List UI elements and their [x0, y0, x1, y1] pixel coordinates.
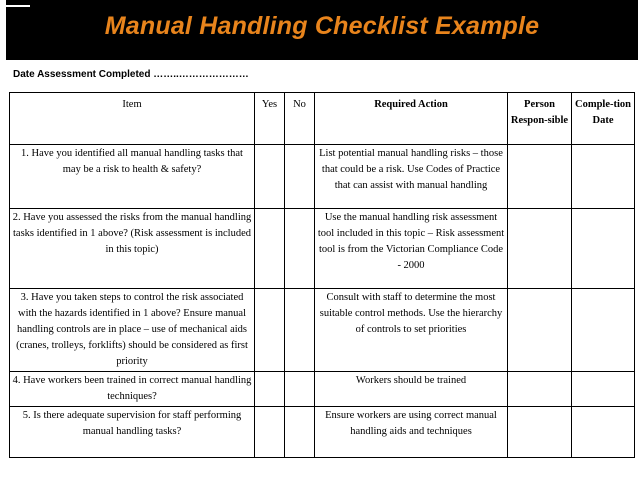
completion-cell[interactable]: [572, 289, 635, 372]
table-row: [10, 145, 635, 209]
table-row: [10, 289, 635, 372]
yes-cell[interactable]: [255, 407, 285, 458]
completion-cell[interactable]: [572, 407, 635, 458]
item-cell: 4. Have workers been trained in correct manual handling techniques?: [10, 372, 255, 407]
table-row: [10, 209, 635, 289]
item-cell: 5. Is there adequate supervision for staff performing manual handling tasks?: [10, 407, 255, 458]
corner-mark: [0, 0, 30, 7]
header-completion-date: Comple-tion Date: [572, 93, 635, 145]
person-cell[interactable]: [508, 209, 572, 289]
yes-cell[interactable]: [255, 145, 285, 209]
page-title: Manual Handling Checklist Example: [104, 12, 540, 40]
header-person-responsible: Person Respon-sible: [508, 93, 572, 145]
no-cell[interactable]: [285, 372, 315, 407]
person-cell[interactable]: [508, 289, 572, 372]
header-no: No: [285, 93, 315, 145]
completion-cell[interactable]: [572, 372, 635, 407]
checklist-table: [9, 92, 635, 458]
action-cell: Workers should be trained: [315, 372, 508, 407]
title-banner: [6, 0, 638, 60]
header-required-action: Required Action: [315, 93, 508, 145]
item-cell: 1. Have you identified all manual handling tasks that may be a risk to health & safety?: [10, 145, 255, 209]
yes-cell[interactable]: [255, 372, 285, 407]
action-cell: Consult with staff to determine the most suitable control methods. Use the hierarchy of controls to set priorities: [315, 289, 508, 372]
table-row: [10, 372, 635, 407]
yes-cell[interactable]: [255, 209, 285, 289]
table-header-row: [10, 93, 635, 145]
completion-cell[interactable]: [572, 209, 635, 289]
no-cell[interactable]: [285, 407, 315, 458]
item-cell: 3. Have you taken steps to control the risk associated with the hazards identified in 1 above? Ensure manual handling controls are in place – use of mechanical aids (cranes, trolleys, forklifts) should be considered as first priority: [10, 289, 255, 372]
yes-cell[interactable]: [255, 289, 285, 372]
header-yes: Yes: [255, 93, 285, 145]
no-cell[interactable]: [285, 145, 315, 209]
table-row: [10, 407, 635, 458]
completion-cell[interactable]: [572, 145, 635, 209]
person-cell[interactable]: [508, 407, 572, 458]
date-assessment-label: Date Assessment Completed ……..…………………: [13, 69, 249, 80]
person-cell[interactable]: [508, 145, 572, 209]
no-cell[interactable]: [285, 209, 315, 289]
no-cell[interactable]: [285, 289, 315, 372]
action-cell: Use the manual handling risk assessment tool included in this topic – Risk assessment tool is from the Victorian Compliance Code - 2000: [315, 209, 508, 289]
person-cell[interactable]: [508, 372, 572, 407]
header-item: Item: [10, 93, 255, 145]
item-cell: 2. Have you assessed the risks from the manual handling tasks identified in 1 above? (Risk assessment is included in this topic): [10, 209, 255, 289]
action-cell: List potential manual handling risks – those that could be a risk. Use Codes of Practice that can assist with manual handling: [315, 145, 508, 209]
action-cell: Ensure workers are using correct manual handling aids and techniques: [315, 407, 508, 458]
